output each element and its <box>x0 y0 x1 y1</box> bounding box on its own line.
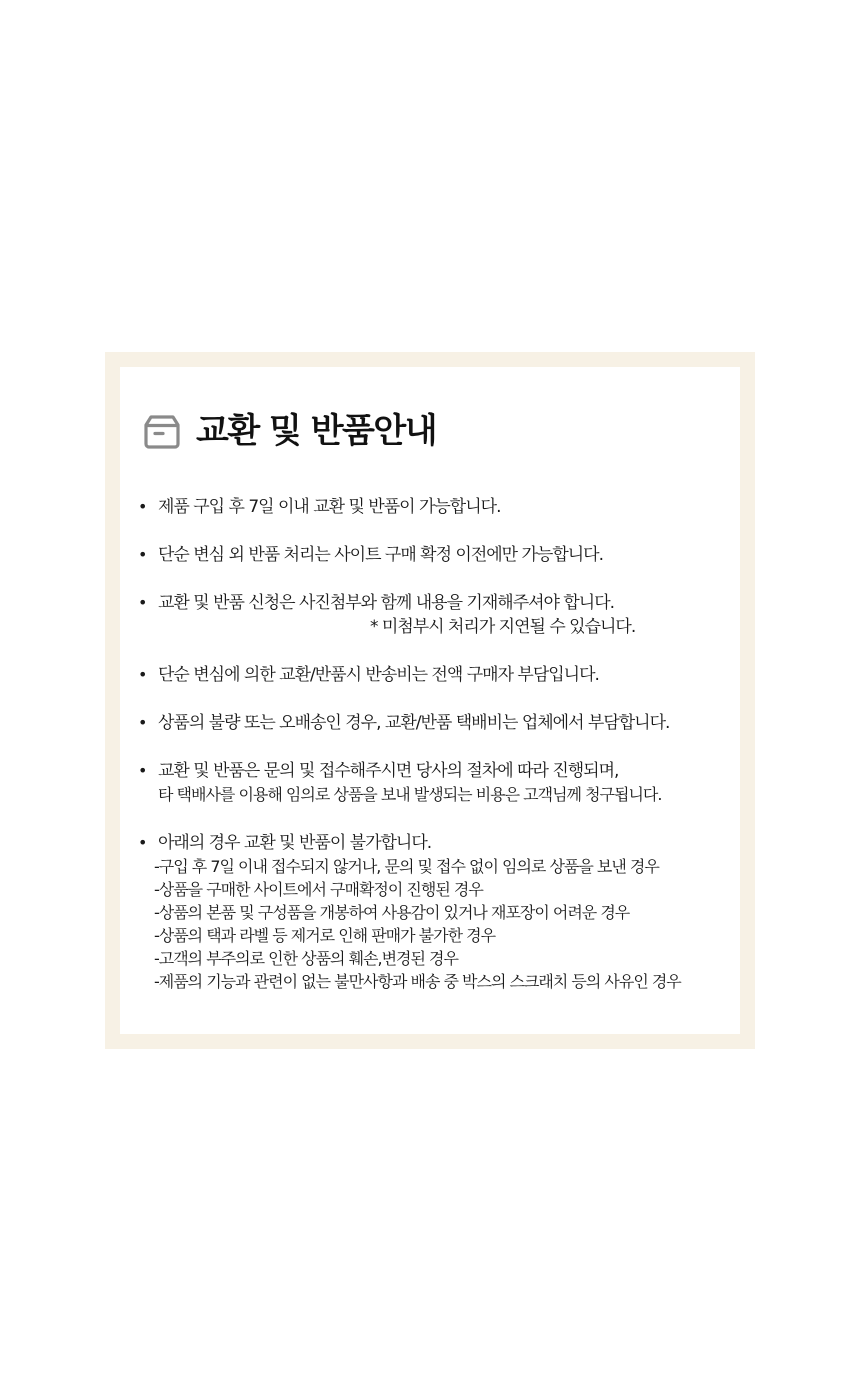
exception-item: -상품을 구매한 사이트에서 구매확정이 진행된 경우 <box>154 880 483 899</box>
bullet: • <box>138 497 147 516</box>
bullet: • <box>138 761 147 780</box>
notice-text: 상품의 불량 또는 오배송인 경우, 교환/반품 택배비는 업체에서 부담합니다. <box>158 713 670 733</box>
notice-text: 교환 및 반품은 문의 및 접수해주시면 당사의 절차에 따라 진행되며, <box>158 761 619 781</box>
notice-text: 교환 및 반품 신청은 사진첨부와 함께 내용을 기재해주셔야 합니다. <box>158 593 615 613</box>
exception-item: -상품의 택과 라벨 등 제거로 인해 판매가 불가한 경우 <box>154 926 496 945</box>
notice-item <box>138 831 738 993</box>
notice-header <box>142 411 436 451</box>
notice-text: 타 택배사를 이용해 임의로 상품을 보내 발생되는 비용은 고객님께 청구됩니다. <box>158 785 662 804</box>
notice-footnote: * 미첨부시 처리가 지연될 수 있습니다. <box>370 617 636 637</box>
notice-item <box>138 711 738 735</box>
exception-item: -상품의 본품 및 구성품을 개봉하여 사용감이 있거나 재포장이 어려운 경우 <box>154 903 630 922</box>
notice-item <box>138 543 738 567</box>
notice-text: 아래의 경우 교환 및 반품이 불가합니다. <box>158 833 432 853</box>
page-title: 교환 및 반품안내 <box>196 411 437 451</box>
notice-item <box>138 495 738 519</box>
exception-item: -제품의 기능과 관련이 없는 불만사항과 배송 중 박스의 스크래치 등의 사유인 경우 <box>154 972 681 991</box>
archive-box-icon <box>142 411 182 451</box>
notice-frame <box>105 352 755 1049</box>
bullet: • <box>138 665 147 684</box>
notice-item <box>138 591 738 639</box>
notice-card <box>120 367 740 1034</box>
notice-item <box>138 759 738 807</box>
notice-text: 단순 변심 외 반품 처리는 사이트 구매 확정 이전에만 가능합니다. <box>158 545 604 565</box>
exception-item: -고객의 부주의로 인한 상품의 훼손,변경된 경우 <box>154 949 458 968</box>
notice-item <box>138 663 738 687</box>
bullet: • <box>138 833 147 852</box>
bullet: • <box>138 593 147 612</box>
notice-list <box>138 495 738 1017</box>
bullet: • <box>138 713 147 732</box>
exception-item: -구입 후 7일 이내 접수되지 않거나, 문의 및 접수 없이 임의로 상품을 보낸 경우 <box>154 857 659 876</box>
notice-text: 제품 구입 후 7일 이내 교환 및 반품이 가능합니다. <box>158 497 501 517</box>
bullet: • <box>138 545 147 564</box>
notice-text: 단순 변심에 의한 교환/반품시 반송비는 전액 구매자 부담입니다. <box>158 665 599 685</box>
